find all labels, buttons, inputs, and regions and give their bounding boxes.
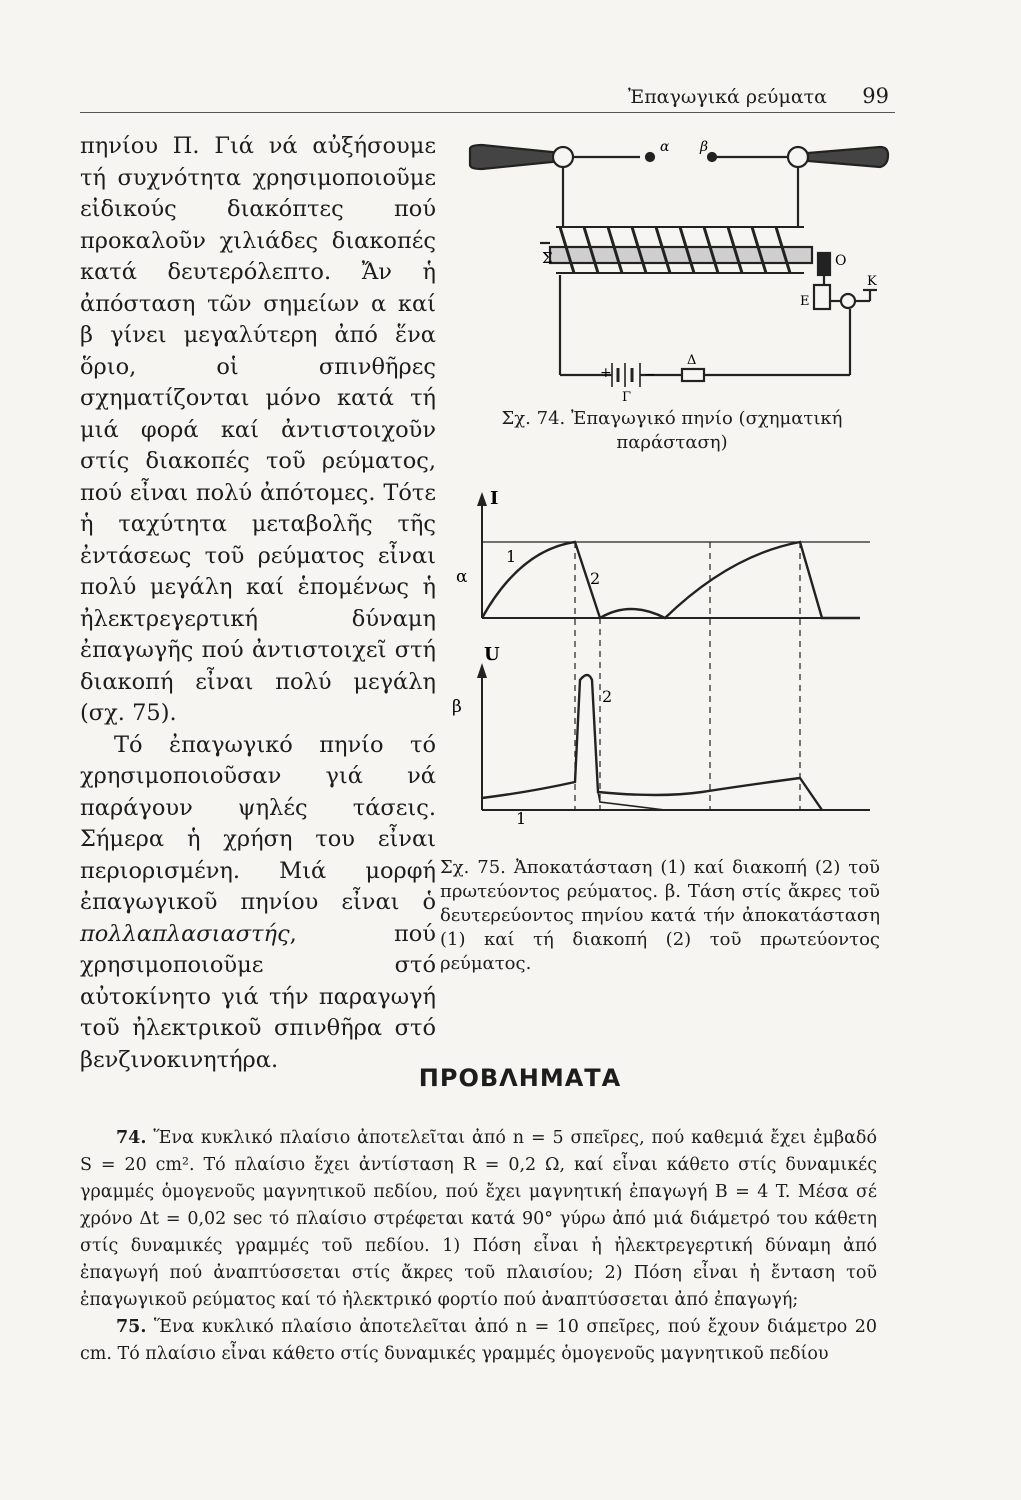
label-kappa: K <box>867 274 877 289</box>
label-gamma: Γ <box>622 390 632 405</box>
label-voltage: U <box>484 644 500 665</box>
label-panel-alpha: α <box>456 567 468 587</box>
body-text-column <box>80 131 436 1076</box>
problem-75 <box>80 1314 877 1368</box>
voltage-waveform <box>482 675 822 810</box>
label-two-bottom: 2 <box>602 687 613 706</box>
label-epsilon: E <box>800 294 810 309</box>
label-one-bottom: 1 <box>516 809 527 828</box>
paragraph-2-emphasis: πολλαπλασιαστής <box>80 920 290 947</box>
label-one-top: 1 <box>506 547 517 566</box>
label-alpha: α <box>660 139 670 155</box>
problem-74-text: Ἕνα κυκλικό πλαίσιο ἀποτελεῖται ἀπό n = 5 σπεῖρες, πού καθεμιά ἔχει ἐμβαδό S = 20 cm². Τό πλαίσιο ἔχει ἀντίσταση R = 0,2 Ω, καί εἶναι κάθετο στίς δυναμικές γραμμές ὁμογενοῦς μαγνητικοῦ πεδίου, πού ἔχει μαγνητική ἐπαγωγή B = 4 T. Μέσα σέ χρόνο Δt = 0,02 sec τό πλαίσιο στρέφεται κατά 90° γύρω ἀπό μιά διάμετρό του κάθετη στίς δυναμικές γραμμές τοῦ πεδίου. 1) Πόση εἶναι ἡ ἠλεκτρεγερτική δύναμη ἀπό ἐπαγωγή πού ἀναπτύσσεται στίς ἄκρες τοῦ πλαισίου; 2) Πόση εἶναι ἡ ἔνταση τοῦ ἐπαγωγικοῦ ρεύματος καί τό ἠλεκτρικό φορτίο πού ἀναπτύσσεται ἀπό ἐπαγωγή; <box>80 1128 877 1310</box>
switch-delta <box>682 369 704 381</box>
right-electrode <box>808 147 888 167</box>
paragraph-2 <box>80 730 436 1077</box>
current-waveform <box>482 542 860 618</box>
page-number: 99 <box>862 84 889 108</box>
label-current: I <box>490 488 499 509</box>
paragraph-1: πηνίου Π. Γιά νά αὐξήσουμε τή συχνότητα χρησιμοποιοῦμε εἰδικούς διακόπτες πού προκαλοῦν χιλιάδες διακοπές κατά δευτερόλεπτο. Ἄν ἡ ἀπόσταση τῶν σημείων α καί β γίνει μεγαλύτερη ἀπό ἕνα ὅριο, οἱ σπινθῆρες σχηματίζονται μόνο κατά τή μιά φορά καί ἀντιστοιχοῦν στίς διακοπές τοῦ ρεύματος, πού εἶναι πολύ ἀπότομες. Τότε ἡ ταχύτητα μεταβολῆς τῆς ἐντάσεως τοῦ ρεύματος εἶναι πολύ μεγάλη καί ἑπομένως ἡ ἠλεκτρεγερτική δύναμη ἐπαγωγῆς πού ἀντιστοιχεῖ στή διακοπή εἶναι πολύ μεγάλη (σχ. 75). <box>80 133 436 726</box>
figure-75-waveforms <box>440 480 890 850</box>
figure-75-caption: Σχ. 75. Ἀποκατάσταση (1) καί διακοπή (2) τοῦ πρωτεύοντος ρεύματος. β. Τάση στίς ἄκρες τοῦ δευτερεύοντος πηνίου κατά τήν ἀποκατάσταση (1) καί τή διακοπή (2) τοῦ πρωτεύοντος ρεύματος. <box>440 857 880 974</box>
figure-74-caption: Σχ. 74. Ἐπαγωγικό πηνίο (σχηματική παράσταση) <box>501 408 843 453</box>
paragraph-2-start: Τό ἐπαγωγικό πηνίο τό χρησιμοποιοῦσαν γιά νά παράγουν ψηλές τάσεις. Σήμερα ἡ χρήση του εἶναι περιορισμένη. Μιά μορφή ἐπαγωγικοῦ πηνίου εἶναι ὁ <box>80 731 436 915</box>
problem-75-text: Ἕνα κυκλικό πλαίσιο ἀποτελεῖται ἀπό n = 10 σπεῖρες, πού ἔχουν διάμετρο 20 cm. Τό πλαίσιο εἶναι κάθετο στίς δυναμικές γραμμές ὁμογενοῦς μαγνητικοῦ πεδίου <box>80 1317 877 1364</box>
label-sigma: Σ <box>542 249 553 267</box>
paragraph-2-end: , πού χρησιμοποιοῦμε στό αὐτοκίνητο γιά τήν παραγωγή τοῦ ἠλεκτρικοῦ σπινθῆρα στό βενζινοκινητήρα. <box>80 920 436 1073</box>
figure-74-induction-coil <box>460 135 900 405</box>
running-title: Ἐπαγωγικά ρεύματα <box>627 86 827 108</box>
running-header <box>80 84 895 113</box>
label-omicron: O <box>835 253 847 269</box>
problem-74-number: 74. <box>116 1128 147 1148</box>
label-minus: − <box>644 367 656 383</box>
left-electrode <box>470 145 562 169</box>
label-two-top: 2 <box>590 569 601 588</box>
problem-75-number: 75. <box>116 1317 147 1337</box>
label-beta: β <box>700 139 709 155</box>
label-plus: + <box>600 365 612 381</box>
problem-74 <box>80 1125 877 1314</box>
interrupter-armature <box>814 285 830 309</box>
label-panel-beta: β <box>452 697 462 717</box>
label-delta: Δ <box>687 353 697 368</box>
section-heading: ΠΡΟΒΛΗΜΑΤΑ <box>418 1064 622 1092</box>
